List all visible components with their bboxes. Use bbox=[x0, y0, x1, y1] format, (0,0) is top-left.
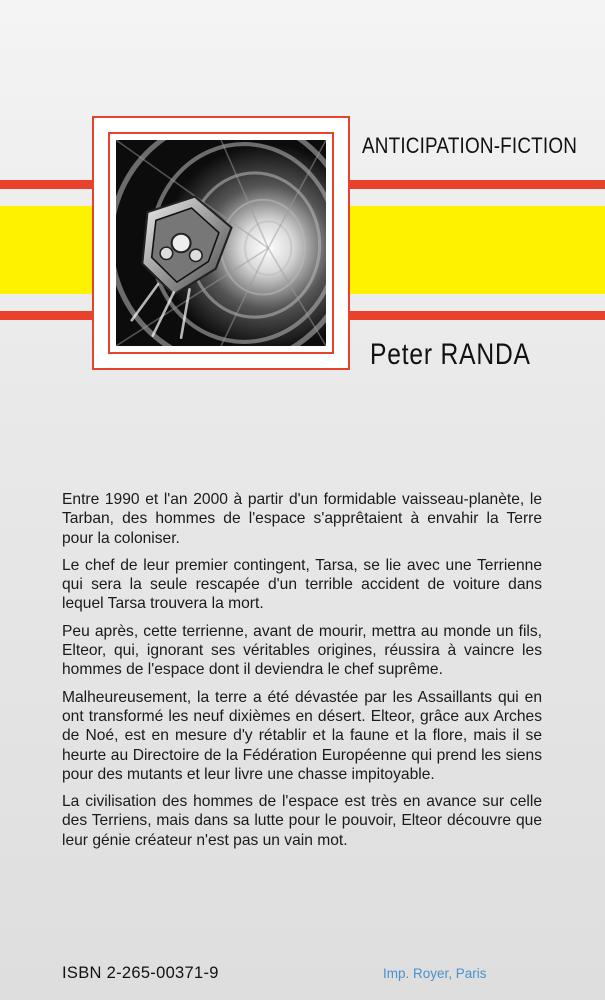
printer-credit: Imp. Royer, Paris bbox=[383, 966, 487, 981]
series-title: ANTICIPATION-FICTION bbox=[362, 133, 578, 158]
blurb-paragraph: La civilisation des hommes de l'espace est très en avance sur celle des Terriens, mais dans sa lutte pour le pouvoir, Elteor découvre que leur génie créateur n'est pas un vain mot. bbox=[62, 793, 542, 849]
author-name: Peter RANDA bbox=[370, 338, 531, 371]
blurb-paragraph: Peu après, cette terrienne, avant de mourir, mettra au monde un fils, Elteor, qui, ignorant ses véritables origines, réussira à vaincre les hommes de l'espace dont il deviendra le chef suprême. bbox=[62, 622, 542, 679]
cover-art-frame bbox=[92, 116, 350, 370]
isbn-number: ISBN 2-265-00371-9 bbox=[62, 964, 219, 982]
back-cover-blurb bbox=[62, 490, 542, 858]
illustration-svg bbox=[116, 140, 326, 346]
blurb-paragraph: Entre 1990 et l'an 2000 à partir d'un formidable vaisseau-planète, le Tarban, des hommes de l'espace s'apprêtaient à envahir la Terre pour la coloniser. bbox=[62, 491, 542, 547]
blurb-paragraph: Le chef de leur premier contingent, Tarsa, se lie avec une Terrienne qui sera la seule rescapée d'un terrible accident de voiture dans lequel Tarsa trouvera la mort. bbox=[62, 556, 542, 613]
blurb-paragraph: Malheureusement, la terre a été dévastée par les Assaillants qui en ont transformé les neuf dixièmes en désert. Elteor, grâce aux Arches de Noé, est en mesure d'y rétablir et la faune et la flore, mais il se heurte au Directoire de la Fédération Européenne qui prend les siens pour des mutants et leur livre une chasse impitoyable. bbox=[62, 688, 542, 783]
cover-art-inner-frame bbox=[108, 132, 334, 354]
tunnel-spaceship-illustration bbox=[116, 140, 326, 346]
